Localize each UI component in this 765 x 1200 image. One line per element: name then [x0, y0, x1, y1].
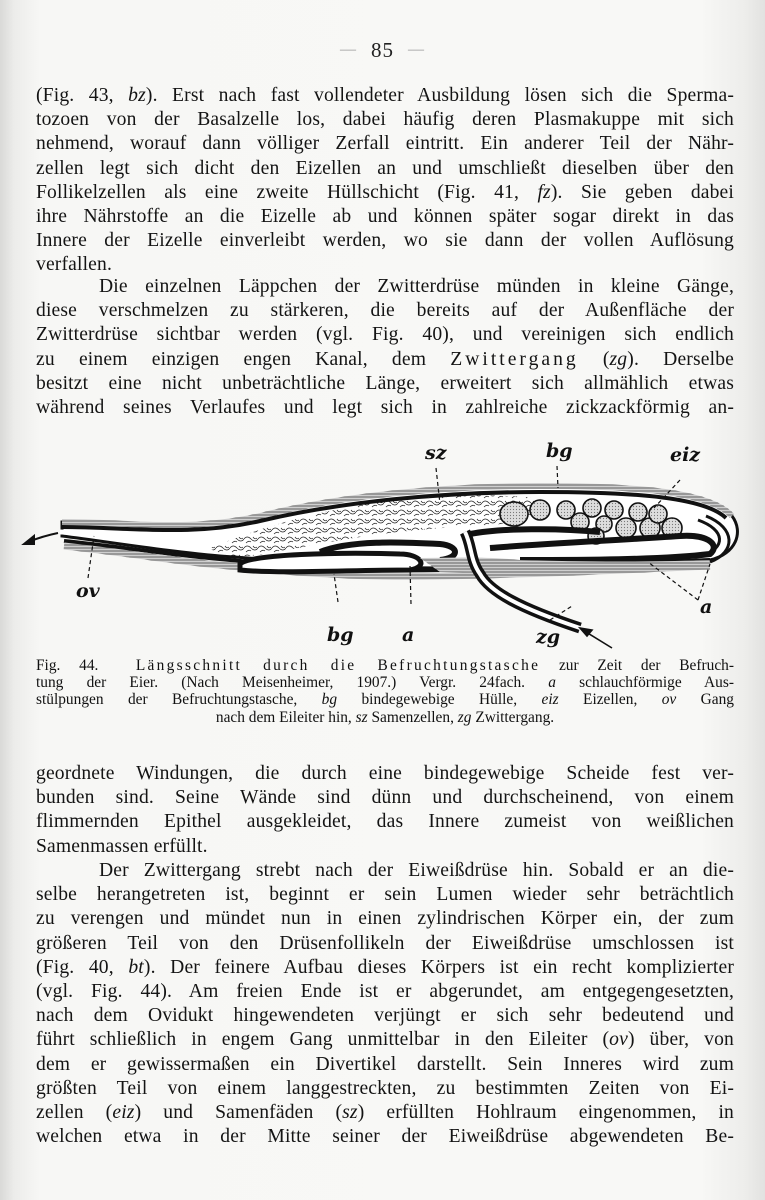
caption-key-sz: sz [355, 708, 368, 726]
text-line: besitzt eine nicht unbeträchtliche Länge, erweitert sich allmählich etwas [36, 372, 734, 394]
caption-line [36, 657, 734, 674]
text-run: bindegewebige Hülle, [337, 691, 542, 709]
text-line: diese verschmelzen zu stärkeren, die bereits auf der Außenfläche der [36, 300, 734, 322]
text-line: Der Zwittergang strebt nach der Eiweißdrüse hin. Sobald er an die- [99, 860, 734, 881]
label-sz: sz [425, 442, 447, 464]
text-run: Eizellen, [558, 691, 662, 709]
arrow-left-icon [24, 533, 58, 544]
text-run: ). Derselbe [627, 348, 734, 370]
text-line: (vgl. Fig. 44). Am freien Ende ist er abgerundet, am entgegengesetzten, [36, 980, 734, 1002]
text-run: Gang [676, 691, 735, 709]
text-line: welchen etwa in der Mitte seiner der Eiweißdrüse abgewendeten Be- [36, 1126, 734, 1148]
emphasized-term: Zwittergang [450, 348, 579, 370]
text-run: zellen ( [36, 1101, 113, 1123]
caption-line [36, 674, 734, 691]
text-line: nehmend, worauf dann völliger Zerfall eintritt. Ein anderer Teil der Nähr- [36, 133, 734, 155]
figure-44-illustration [20, 436, 750, 654]
text-line: nach dem Ovidukt hingewendeten verjüngt er sich sehr bedeutend und [36, 1005, 734, 1027]
text-line: Die einzelnen Läppchen der Zwitterdrüse münden in kleine Gänge, [99, 276, 734, 297]
text-line [36, 348, 734, 372]
caption-line [36, 691, 734, 708]
text-run: stülpungen der Befruchtungstasche, [36, 691, 322, 709]
caption-key-eiz: eiz [541, 691, 559, 709]
label-zg: zg [536, 626, 561, 648]
italic-abbrev: sz [342, 1101, 358, 1123]
label-bg-bottom: bg [327, 624, 354, 646]
text-run: (Fig. 40, [36, 956, 129, 978]
italic-abbrev: bz [128, 85, 146, 106]
figure-caption [36, 657, 734, 726]
text-line: größeren Teil von den Drüsenfollikeln der Eiweißdrüse umschlossen ist [36, 932, 734, 954]
label-a-right: a [700, 596, 713, 618]
text-line: bunden sind. Seine Wände sind dünn und durchscheinend, von einem [36, 787, 734, 809]
paragraph-3 [36, 762, 734, 859]
text-line: Zwitterdrüse sichtbar werden (vgl. Fig. 40), und vereinigen sich endlich [36, 324, 734, 346]
text-line: größten Teil von einem langgestreckten, zu bestimmten Zeiten von Ei- [36, 1077, 734, 1099]
text-run: führt schließlich in engem Gang unmittelbar in den Eileiter ( [36, 1029, 610, 1051]
text-run: ) und Samenfäden ( [134, 1101, 343, 1123]
caption-key-bg: bg [321, 691, 338, 709]
text-run: zur Zeit der Befruch- [540, 657, 734, 674]
text-run: ). Der feinere Aufbau dieses Körpers ist ein recht komplizierter [143, 956, 734, 978]
paragraph-4 [36, 859, 734, 1149]
label-a-bottom: a [402, 624, 415, 646]
italic-abbrev: bt [128, 956, 144, 978]
paragraph-2 [36, 275, 734, 420]
text-run: nach dem Eileiter hin, [215, 708, 356, 726]
text-line [36, 1028, 734, 1052]
text-run: ). Sie geben dabei [550, 181, 734, 203]
caption-title: Längsschnitt durch die Befruchtungstasche [135, 657, 541, 674]
text-run: (Fig. 43, [36, 85, 129, 106]
text-line: zu verengen und mündet nun in einen zylindrischen Körper ein, der zum [36, 908, 734, 930]
text-line: selbe herangetreten ist, beginnt er sein Lumen wieder sehr beträchtlich [36, 884, 734, 906]
text-line [36, 956, 734, 980]
text-line: flimmernden Epithel ausgekleidet, das Innere zumeist von weißlichen [36, 811, 734, 833]
text-line: Innere der Eizelle einverleibt werden, wo sie dann der vollen Auflösung [36, 230, 734, 252]
text-line: zellen legt sich dicht den Eizellen an und umschließt dieselben über den [36, 157, 734, 179]
label-bg-top: bg [546, 440, 573, 462]
text-line: dem er gewissermaßen ein Divertikel darstellt. Sein Inneres wird zum [36, 1053, 734, 1075]
text-line [36, 84, 734, 108]
text-run: schlauchförmige Aus- [555, 674, 734, 692]
label-eiz: eiz [670, 444, 701, 466]
text-run: Zwittergang. [471, 708, 555, 726]
text-run: ) erfüllten Hohlraum eingenommen, in [357, 1101, 734, 1123]
label-ov: ov [76, 580, 100, 602]
text-run: ( [578, 348, 610, 370]
text-line: während seines Verlaufes und legt sich in zahlreiche zickzackförmig an- [36, 396, 734, 418]
page-number [0, 38, 765, 63]
caption-line [36, 709, 734, 726]
page-number-value: 85 [371, 38, 394, 62]
caption-key-zg: zg [457, 708, 472, 726]
text-run: ). Erst nach fast vollendeter Ausbildung lösen sich die Sperma- [145, 85, 734, 106]
text-run: zu einem einzigen engen Kanal, dem [36, 348, 451, 370]
outpouching-a-left [240, 553, 421, 571]
text-line [36, 1101, 734, 1125]
text-line: ihre Nährstoffe an die Eizelle ab und können später sogar direkt in das [36, 205, 734, 227]
arrow-in-icon [580, 628, 612, 648]
text-line: tozoen von der Basalzelle los, dabei häufig deren Plasmakuppe mit sich [36, 109, 734, 131]
leader-bg-bottom [334, 574, 338, 602]
text-line [36, 181, 734, 205]
page-number-dash-left: — [340, 41, 357, 58]
caption-figure-number: Fig. 44. [36, 657, 99, 674]
text-run: ) über, von [627, 1029, 735, 1051]
text-line: Samenmassen erfüllt. [36, 835, 208, 857]
text-run: Follikelzellen als eine zweite Hüllschicht (Fig. 41, [36, 181, 538, 203]
befruchtungstasche-drawing [20, 436, 750, 654]
text-line: verfallen. [36, 254, 113, 276]
italic-abbrev: zg [609, 348, 628, 370]
italic-abbrev: fz [537, 181, 551, 203]
text-line: geordnete Windungen, die durch eine bindegewebige Scheide fest ver- [36, 763, 734, 784]
text-run: tung der Eier. (Nach Meisenheimer, 1907.) Vergr. 24fach. [36, 674, 549, 692]
paragraph-1 [36, 84, 734, 278]
italic-abbrev: ov [609, 1029, 628, 1051]
caption-key-a: a [548, 674, 556, 692]
caption-key-ov: ov [661, 691, 677, 709]
text-run: Samenzellen, [367, 708, 458, 726]
page-number-dash-right: — [408, 41, 425, 58]
italic-abbrev: eiz [112, 1101, 135, 1123]
